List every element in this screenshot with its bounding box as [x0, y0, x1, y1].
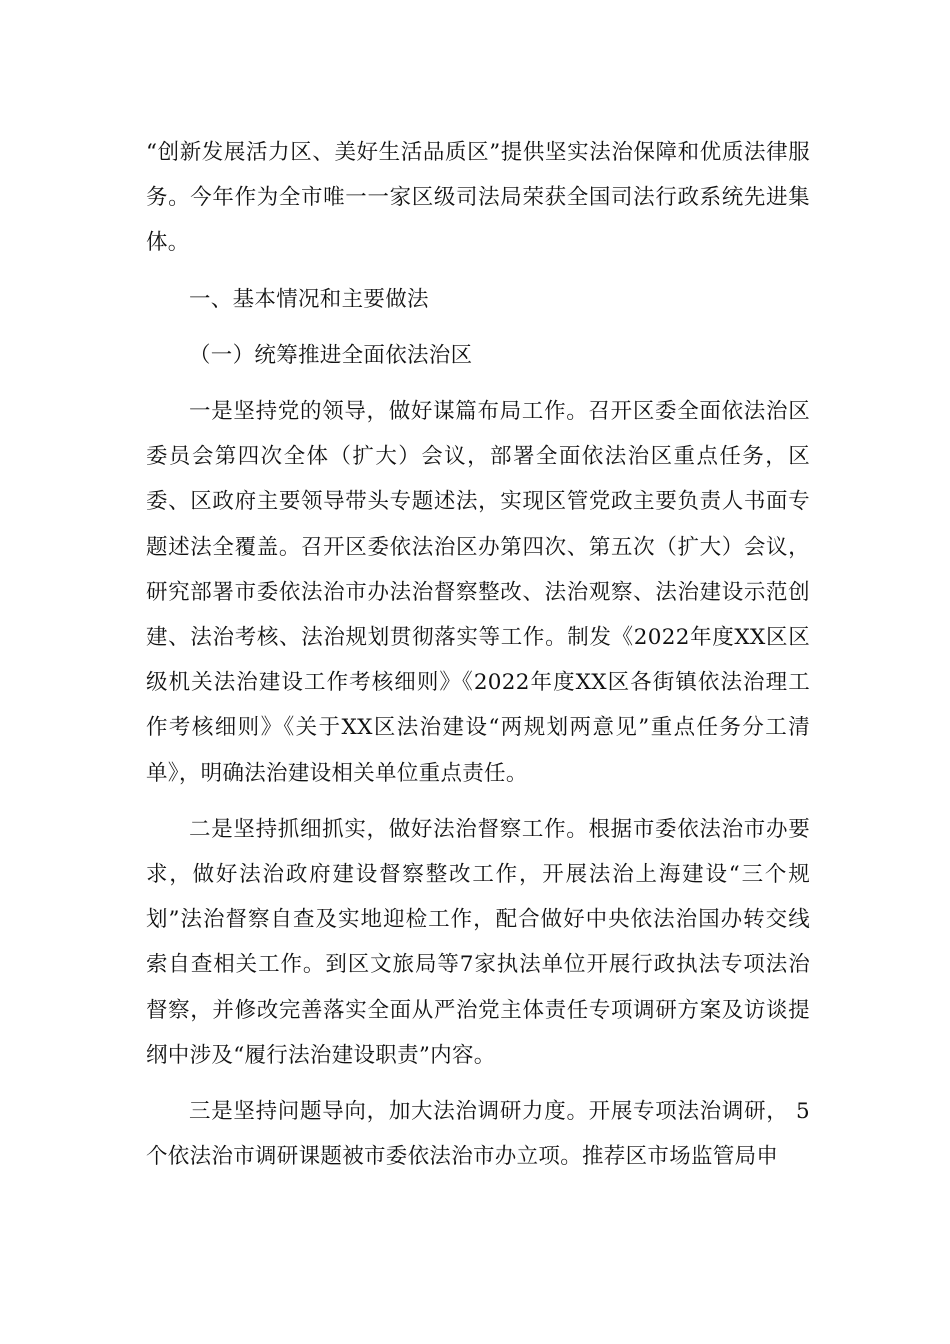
paragraph-spacer: [146, 266, 810, 277]
paragraph-spacer: [146, 1078, 810, 1089]
section-heading-basic-situation: 一、基本情况和主要做法: [189, 286, 429, 312]
paragraph-spacer: [146, 796, 810, 807]
paragraph-party-leadership: 一是坚持党的领导，做好谋篇布局工作。召开区委全面依法治区委员会第四次全体（扩大）会议，部署全面依法治区重点任务，区委、区政府主要领导带头专题述法，实现区管党政主要负责人书面专题述法全覆盖。召开区委依法治区办第四次、第五次（扩大）会议，研究部署市委依法治市办法治督察整改、法治观察、法治建设示范创建、法治考核、法治规划贯彻落实等工作。制发《2022年度XX区区级机关法治建设工作考核细则》《2022年度XX区各街镇依法治理工作考核细则》《关于XX区法治建设“两规划两意见”重点任务分工清单》，明确法治建设相关单位重点责任。: [146, 399, 810, 786]
document-body: [146, 130, 810, 1179]
paragraph-supervision-work: 二是坚持抓细抓实，做好法治督察工作。根据市委依法治市办要求，做好法治政府建设督察整改工作，开展法治上海建设“三个规划”法治督察自查及实地迎检工作，配合做好中央依法治国办转交线索自查相关工作。到区文旅局等7家执法单位开展行政执法专项法治督察，并修改完善落实全面从严治党主体责任专项调研方案及访谈提纲中涉及“履行法治建设职责”内容。: [146, 816, 810, 1068]
paragraph-intro-continued: “创新发展活力区、美好生活品质区”提供坚实法治保障和优质法律服务。今年作为全市唯一一家区级司法局荣获全国司法行政系统先进集体。: [146, 140, 810, 256]
paragraph-spacer: [146, 322, 810, 333]
paragraph-research-work: 三是坚持问题导向，加大法治调研力度。开展专项法治调研， 5个依法治市调研课题被市委依法治市办立项。推荐区市场监管局申: [146, 1099, 810, 1170]
paragraph-spacer: [146, 378, 810, 389]
subsection-heading-rule-of-law: （一）统筹推进全面依法治区: [189, 342, 473, 368]
